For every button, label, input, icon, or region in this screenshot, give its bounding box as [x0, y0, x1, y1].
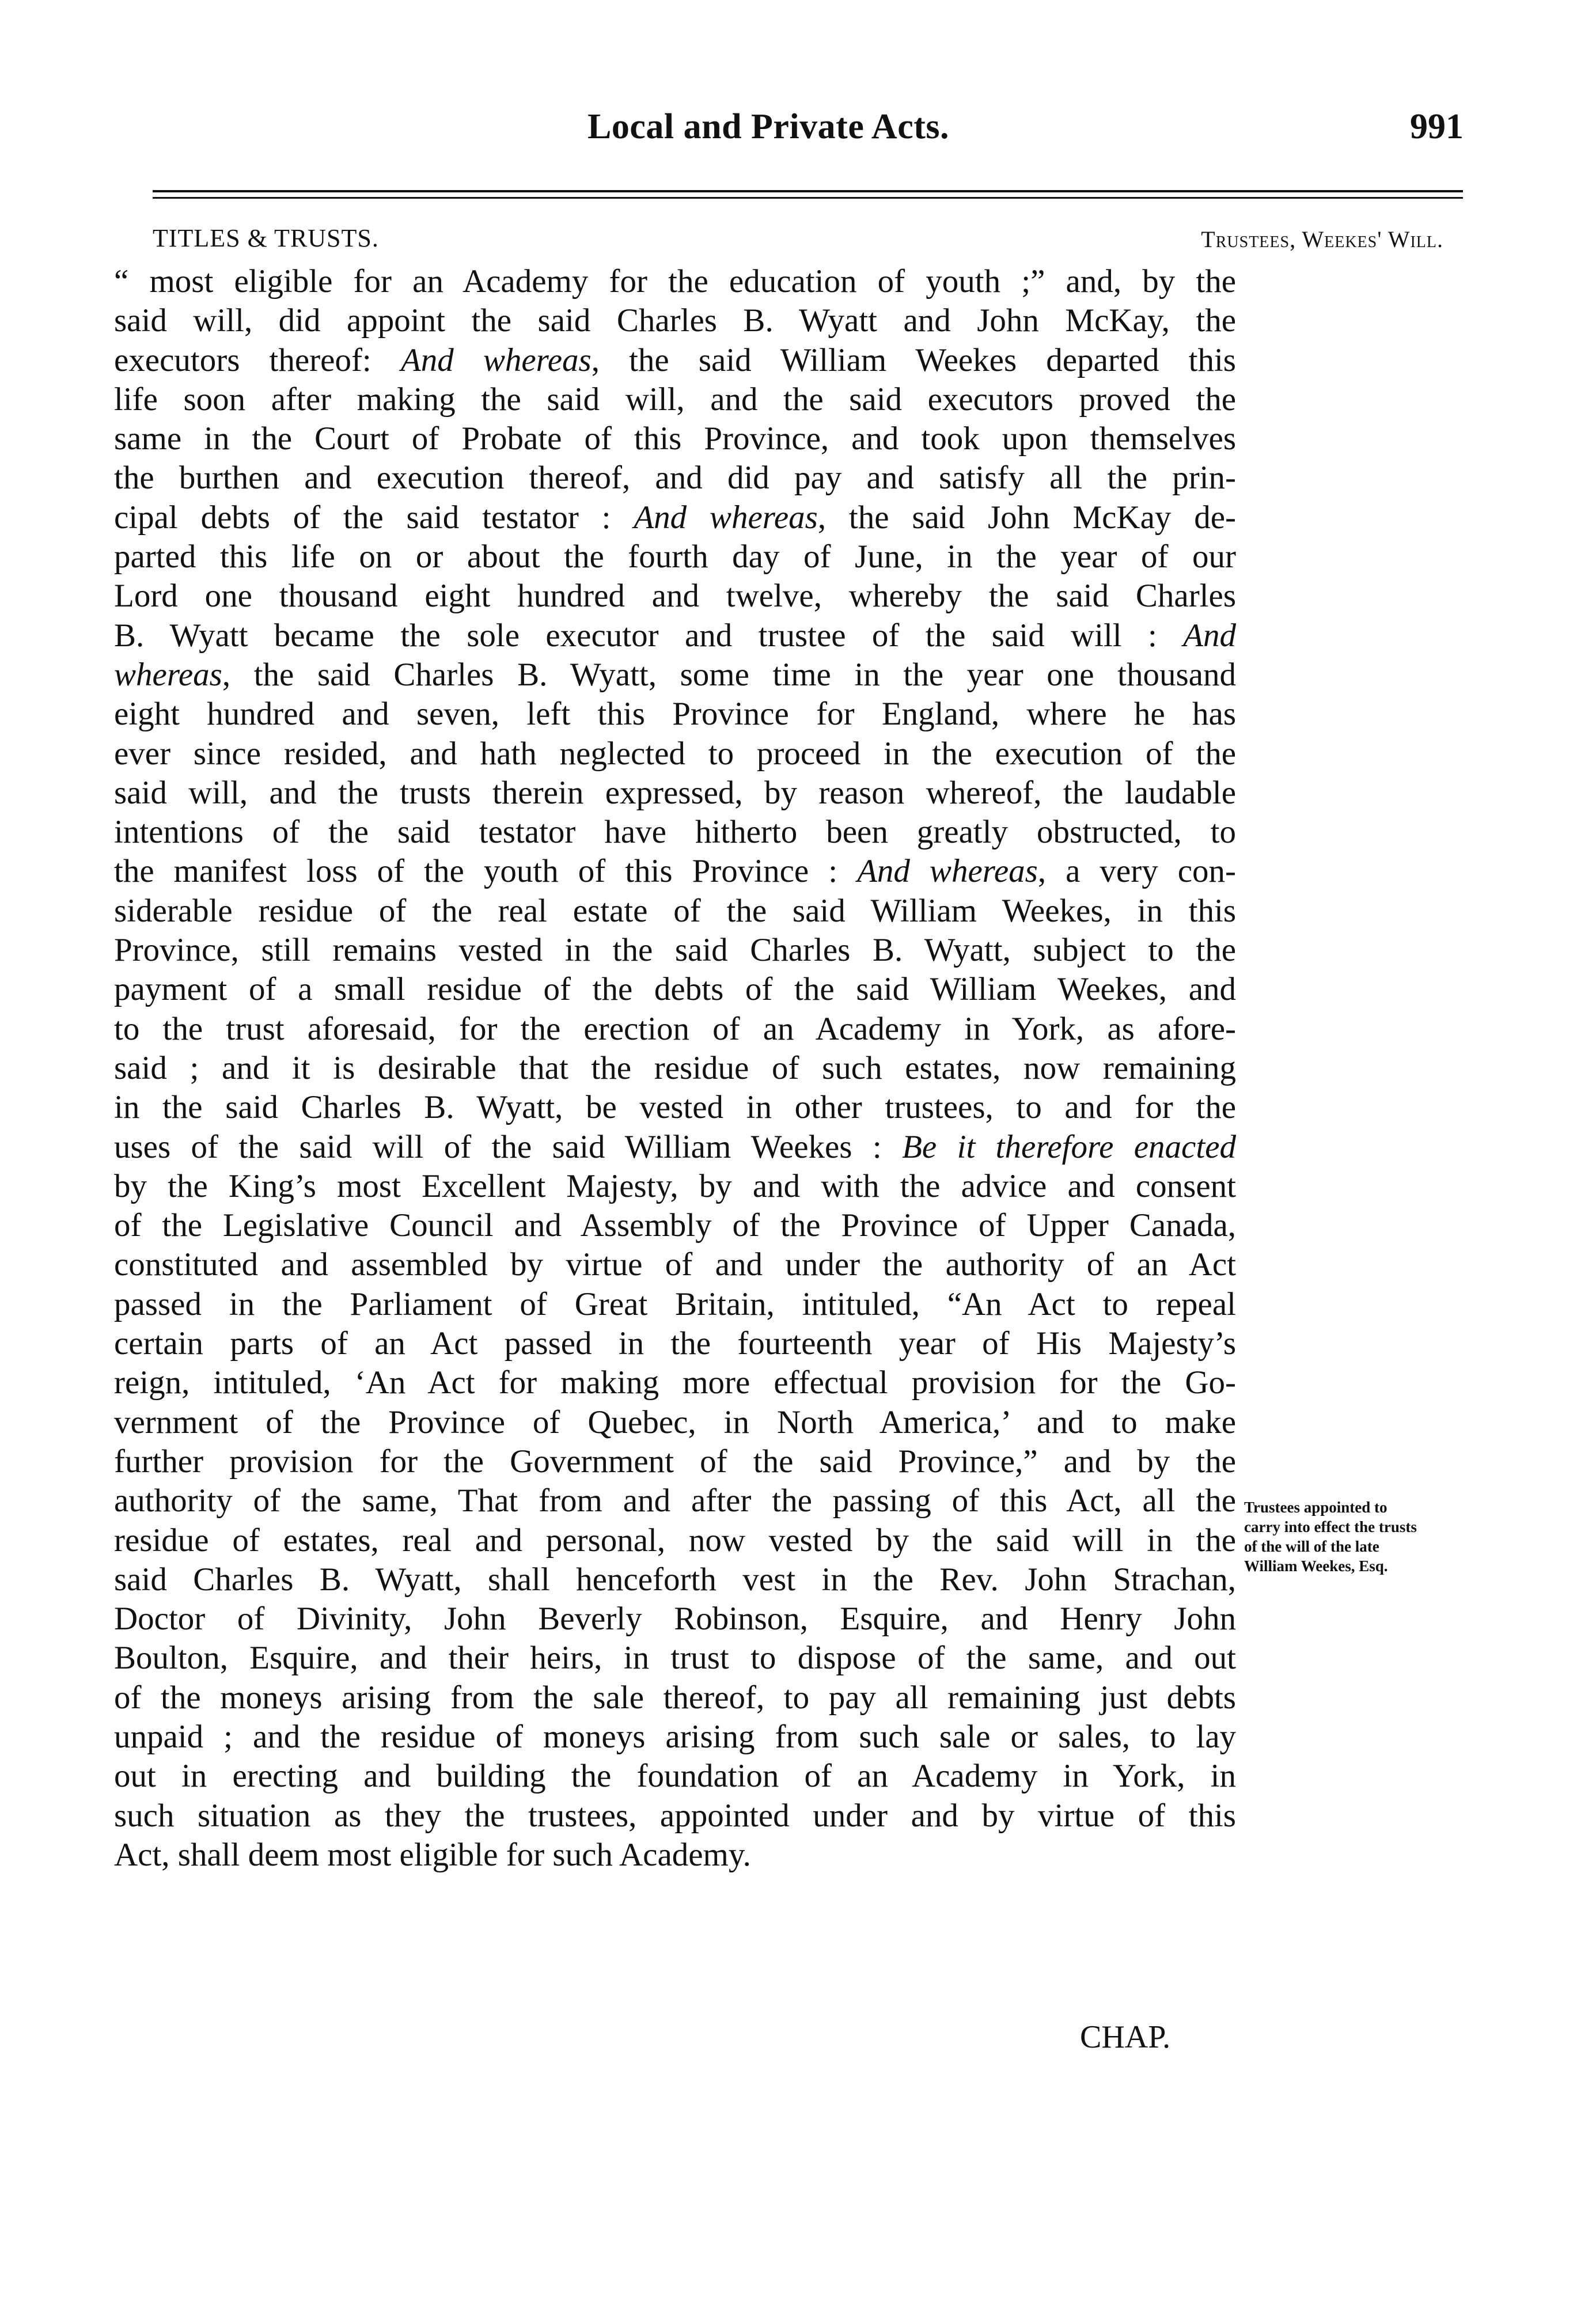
body-line: whereas, the said Charles B. Wyatt, some time in the year one thousand	[114, 656, 1236, 693]
body-line: Lord one thousand eight hundred and twelve, whereby the said Charles	[114, 578, 1236, 615]
body-line: by the King’s most Excellent Majesty, by and with the advice and consent	[114, 1167, 1236, 1204]
body-line: said will, and the trusts therein expressed, by reason whereof, the laudable	[114, 774, 1236, 811]
running-head: Local and Private Acts.	[587, 107, 949, 146]
marginal-note-line: William Weekes, Esq.	[1244, 1557, 1388, 1575]
body-line: “ most eligible for an Academy for the education of youth ;” and, by the	[114, 263, 1236, 299]
body-line: said Charles B. Wyatt, shall henceforth vest in the Rev. John Strachan,	[114, 1561, 1236, 1598]
body-line: same in the Court of Probate of this Province, and took upon themselves	[114, 420, 1236, 457]
body-line: Boulton, Esquire, and their heirs, in trust to dispose of the same, and out	[114, 1640, 1236, 1677]
page-number: 991	[1410, 107, 1464, 146]
body-line: said will, did appoint the said Charles B. Wyatt and John McKay, the	[114, 302, 1236, 339]
body-line: siderable residue of the real estate of the said William Weekes, in this	[114, 892, 1236, 929]
marginal-note	[1244, 1497, 1492, 1576]
body-line: B. Wyatt became the sole executor and trustee of the said will : And	[114, 617, 1236, 654]
body-line: Act, shall deem most eligible for such Academy.	[114, 1836, 751, 1873]
body-line: such situation as they the trustees, appointed under and by virtue of this	[114, 1797, 1236, 1834]
body-line: unpaid ; and the residue of moneys arising from such sale or sales, to lay	[114, 1718, 1236, 1755]
body-line: the manifest loss of the youth of this Province : And whereas, a very con-	[114, 853, 1236, 890]
body-line: out in erecting and building the foundation of an Academy in York, in	[114, 1758, 1236, 1795]
body-line: payment of a small residue of the debts of the said William Weekes, and	[114, 971, 1236, 1008]
body-line: parted this life on or about the fourth day of June, in the year of our	[114, 539, 1236, 575]
body-text	[114, 262, 1236, 1875]
body-line: Doctor of Divinity, John Beverly Robinson, Esquire, and Henry John	[114, 1601, 1236, 1637]
header-rule-thin	[153, 197, 1463, 199]
body-line: in the said Charles B. Wyatt, be vested in other trustees, to and for the	[114, 1089, 1236, 1126]
marginal-note-line: of the will of the late	[1244, 1538, 1379, 1555]
body-line: intentions of the said testator have hitherto been greatly obstructed, to	[114, 814, 1236, 851]
body-line: of the moneys arising from the sale thereof, to pay all remaining just debts	[114, 1679, 1236, 1716]
body-line: authority of the same, That from and after the passing of this Act, all the	[114, 1483, 1236, 1519]
body-line: of the Legislative Council and Assembly of the Province of Upper Canada,	[114, 1207, 1236, 1244]
section-title-left: TITLES & TRUSTS.	[153, 224, 379, 252]
body-line: passed in the Parliament of Great Britain, intituled, “An Act to repeal	[114, 1286, 1236, 1322]
body-line: uses of the said will of the said William Weekes : Be it therefore enacted	[114, 1128, 1236, 1165]
body-line: to the trust aforesaid, for the erection of an Academy in York, as afore-	[114, 1010, 1236, 1047]
body-line: life soon after making the said will, and the said executors proved the	[114, 381, 1236, 418]
body-line: residue of estates, real and personal, now vested by the said will in the	[114, 1522, 1236, 1559]
body-line: Province, still remains vested in the said Charles B. Wyatt, subject to the	[114, 932, 1236, 969]
body-line: reign, intituled, ‘An Act for making more effectual provision for the Go-	[114, 1364, 1236, 1401]
header-rule-thick	[153, 190, 1463, 192]
catchword: CHAP.	[1080, 2019, 1171, 2055]
marginal-note-line: carry into effect the trusts	[1244, 1518, 1417, 1535]
body-line: further provision for the Government of the said Province,” and by the	[114, 1443, 1236, 1480]
body-line: certain parts of an Act passed in the fourteenth year of His Majesty’s	[114, 1325, 1236, 1362]
body-line: eight hundred and seven, left this Province for England, where he has	[114, 696, 1236, 733]
body-line: the burthen and execution thereof, and did pay and satisfy all the prin-	[114, 460, 1236, 496]
body-line: vernment of the Province of Quebec, in North America,’ and to make	[114, 1404, 1236, 1440]
marginal-note-line: Trustees appointed to	[1244, 1499, 1388, 1516]
body-line: executors thereof: And whereas, the said William Weekes departed this	[114, 342, 1236, 378]
section-title-right: Trustees, Weekes' Will.	[1201, 226, 1443, 252]
body-line: said ; and it is desirable that the residue of such estates, now remaining	[114, 1049, 1236, 1086]
body-line: ever since resided, and hath neglected to proceed in the execution of the	[114, 735, 1236, 772]
body-line: constituted and assembled by virtue of and under the authority of an Act	[114, 1246, 1236, 1283]
body-line: cipal debts of the said testator : And whereas, the said John McKay de-	[114, 499, 1236, 536]
